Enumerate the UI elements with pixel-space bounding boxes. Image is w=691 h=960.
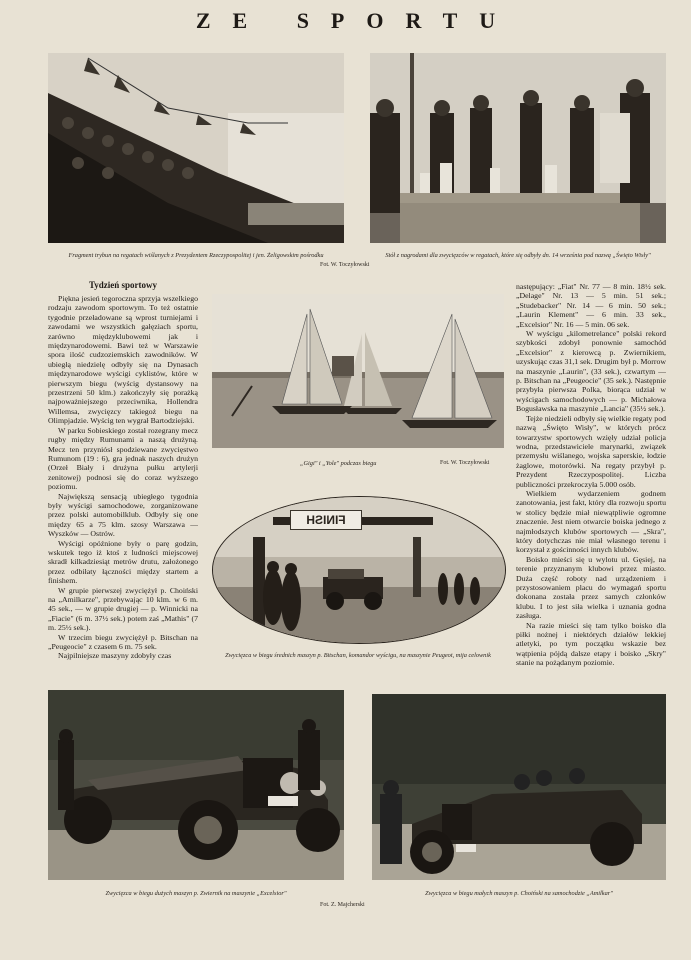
article-paragraph: następujący: „Fiat" Nr. 77 — 8 min. 18½ sek. „Delage" Nr. 13 — 5 min. 51 sek.; „Studebacker" Nr. 14 — 6 min. 50 sek.; „Laurin Klement" — 6 min. 33 sek., „Excelsior" Nr. 16 — 5 min. 06 sek. xyxy=(516,282,666,329)
photo-amilkar-car xyxy=(372,694,666,880)
article-paragraph: Wielkiem wydarzeniem godnem zanotowania, jest fakt, który dla rozwoju sportu w stolicy będzie miał niewątpliwie ogromne znaczenie. Jest niem otwarcie boiska jednego z najmłodszych klubów sportowych — „Skra", który dotychczas nie miał własnego terenu i korzystał z gościnności innych klubów. xyxy=(516,488,666,555)
credit-excelsior-car: Fot. Z. Majcherski xyxy=(320,902,365,908)
article-paragraph: Boisko mieści się u wylotu ul. Gęsiej, na terenie przyznanym klubowi przez miasto. Duża część roboty nad urządzeniem i przystosowaniem placu do wymagań sportu dokonana została przez samych członków klubu. I to jest siła wielka i uznania godna zasługa. xyxy=(516,554,666,621)
finish-banner: FINISH xyxy=(290,510,362,530)
caption-amilkar-car: Zwycięzca w biegu małych maszyn p. Choiński na samochodzie „Amilkar" xyxy=(425,890,613,897)
caption-regatta-tribune: Fragment trybun na regatach wiślanych z Prezydentem Rzeczypospolitej i jen. Żeligowskim pośrodku xyxy=(68,252,324,259)
article-paragraph: W grupie pierwszej zwyciężył p. Choiński na „Amilkarze", przebywając 10 klm. w 6 m. 45 sek., — w grupie drugiej — p. Winnicki na „Fiacie" (6 m. 37½ sek.) potem zaś „Mathis" (7 m. 25½ sek.). xyxy=(48,585,198,633)
article-paragraph: Największą sensacją ubiegłego tygodnia były wyścigi samochodowe, zorganizowane przez polski automobilklub. Odbyły się one między 65 a 75 klm. szosy Warszawa — Wyszków — Ostrów. xyxy=(48,491,198,539)
article-paragraph: Na razie mieści się tam tylko boisko dla piłki nożnej i niektórych działów lekkiej atletyki, po tym początku wskazie bez wątpienia pójdą dalsze etapy i boisko „Skry" stanie na pożądanym poziomie. xyxy=(516,620,666,668)
article-heading: Tydzień sportowy xyxy=(88,280,158,290)
credit-sailboats: Fot. W. Toczyłowski xyxy=(440,460,490,466)
article-paragraph: Wyścigi opóźnione były o parę godzin, wskutek tego iż ktoś z ludności miejscowej skradł kilkadziesiąt metrów drutu, założonego przez odbiłaty łączności między startem a finishem. xyxy=(48,538,198,586)
excelsior-car-image xyxy=(48,690,344,880)
caption-sailboats: „Gigi" i „Yole" podczas biegu xyxy=(300,460,377,467)
tribune-image xyxy=(48,53,344,243)
prize-table-image xyxy=(370,53,666,243)
article-paragraph: W wyścigu „kilometrelance" polski rekord szybkości zdobył ponownie samochód „Excelsior" z kierowcą p. Zwiernikiem, uzyskując czas 31,1 sek. Drugim był p. Morrow na maszynie „Laurin", (33 sek.), czwartym — p. Bitschan na „Peugeocie" (35 sek.). Następnie przybyła pierwsza Polka, biorąca udział w wyścigach samochodowych — p. Michałowa Bogusławska na maszynie „Lancia" (35½ sek.). xyxy=(516,329,666,414)
article-left-column xyxy=(48,294,198,688)
article-paragraph: W trzecim biegu zwyciężył p. Bitschan na „Peugeocie" z czasem 6 m. 75 sek. xyxy=(48,632,198,652)
article-paragraph: Najpilniejsze maszyny zdobyły czas xyxy=(58,651,172,661)
amilkar-car-image xyxy=(372,694,666,880)
caption-prize-table: Stół z nagrodami dla zwycięzców w regatach, które się odbyły dn. 14 września pod nazwą „Święto Wisły" xyxy=(385,252,651,259)
article-right-column xyxy=(516,282,666,688)
photo-excelsior-car xyxy=(48,690,344,880)
article-paragraph: W parku Sobieskiego został rozegrany mecz rugby między Rumunami a naszą drużyną. Mecz ten przyniósł spodziewane zwycięstwo Rumunom (19 : 6), gra jednak naszych drużyn (Orzeł Biały i drużyna pułku artylerji zenitowej) podnosi się do coraz wyższego poziomu. xyxy=(48,425,198,492)
page-title: ZE SPORTU xyxy=(195,8,518,33)
photo-regatta-tribune xyxy=(48,53,344,243)
photo-prize-table xyxy=(370,53,666,243)
article-paragraph: Piękna jesień tegoroczna sprzyja wszelkiego rodzaju zawodom sportowym. To też ostatnie tygodnie przeładowane są wprost turniejami i zawodami we wszystkich gałęziach sportu, zarówno międzyklubowemi jak i międzynarodowemi. Bawi też w Warszawie spora ilość cudzoziemskich zawodników. W ubiegłą niedzielę odbyły się na Dynasach międzynarodowe wyścigi cyklistów, które w pierwszym biegu (wyścig dystansowy na przestrzeni 50 klm.) zakończyły się porażką najpoważniejszego przeciwnika, Hollendra Willemsa, zwycięzcy takiegoż biegu na Olimpjadzie. Wyścig ten wygrał Bartodziejski. xyxy=(48,294,198,426)
sailboats-image xyxy=(212,294,504,448)
credit-regatta-tribune: Fot. W. Toczyłowski xyxy=(320,262,370,268)
caption-finish-line: Zwycięzca w biegu średnich maszyn p. Bitschan, komandor wyścigu, na maszynie Peugeot, mija celownik xyxy=(225,652,491,659)
caption-excelsior-car: Zwycięzca w biegu dużych maszyn p. Zwiernik na maszynie „Excelsior" xyxy=(105,890,287,897)
photo-sailboats xyxy=(212,294,504,448)
article-paragraph: Tejże niedzieli odbyły się wielkie regaty pod nazwą „Święto Wisły", w których prócz towarzystw sportowych wzięły udział policja wodna, przedstawiciele marynarki, związek przemysłu wiślanego, wojska saperskie, łodzie żaglowe, motorówki. Na regaty przybył p. Prezydent Rzeczypospolitej. Liczba publiczności przekroczyła 5.000 osób. xyxy=(516,413,666,489)
